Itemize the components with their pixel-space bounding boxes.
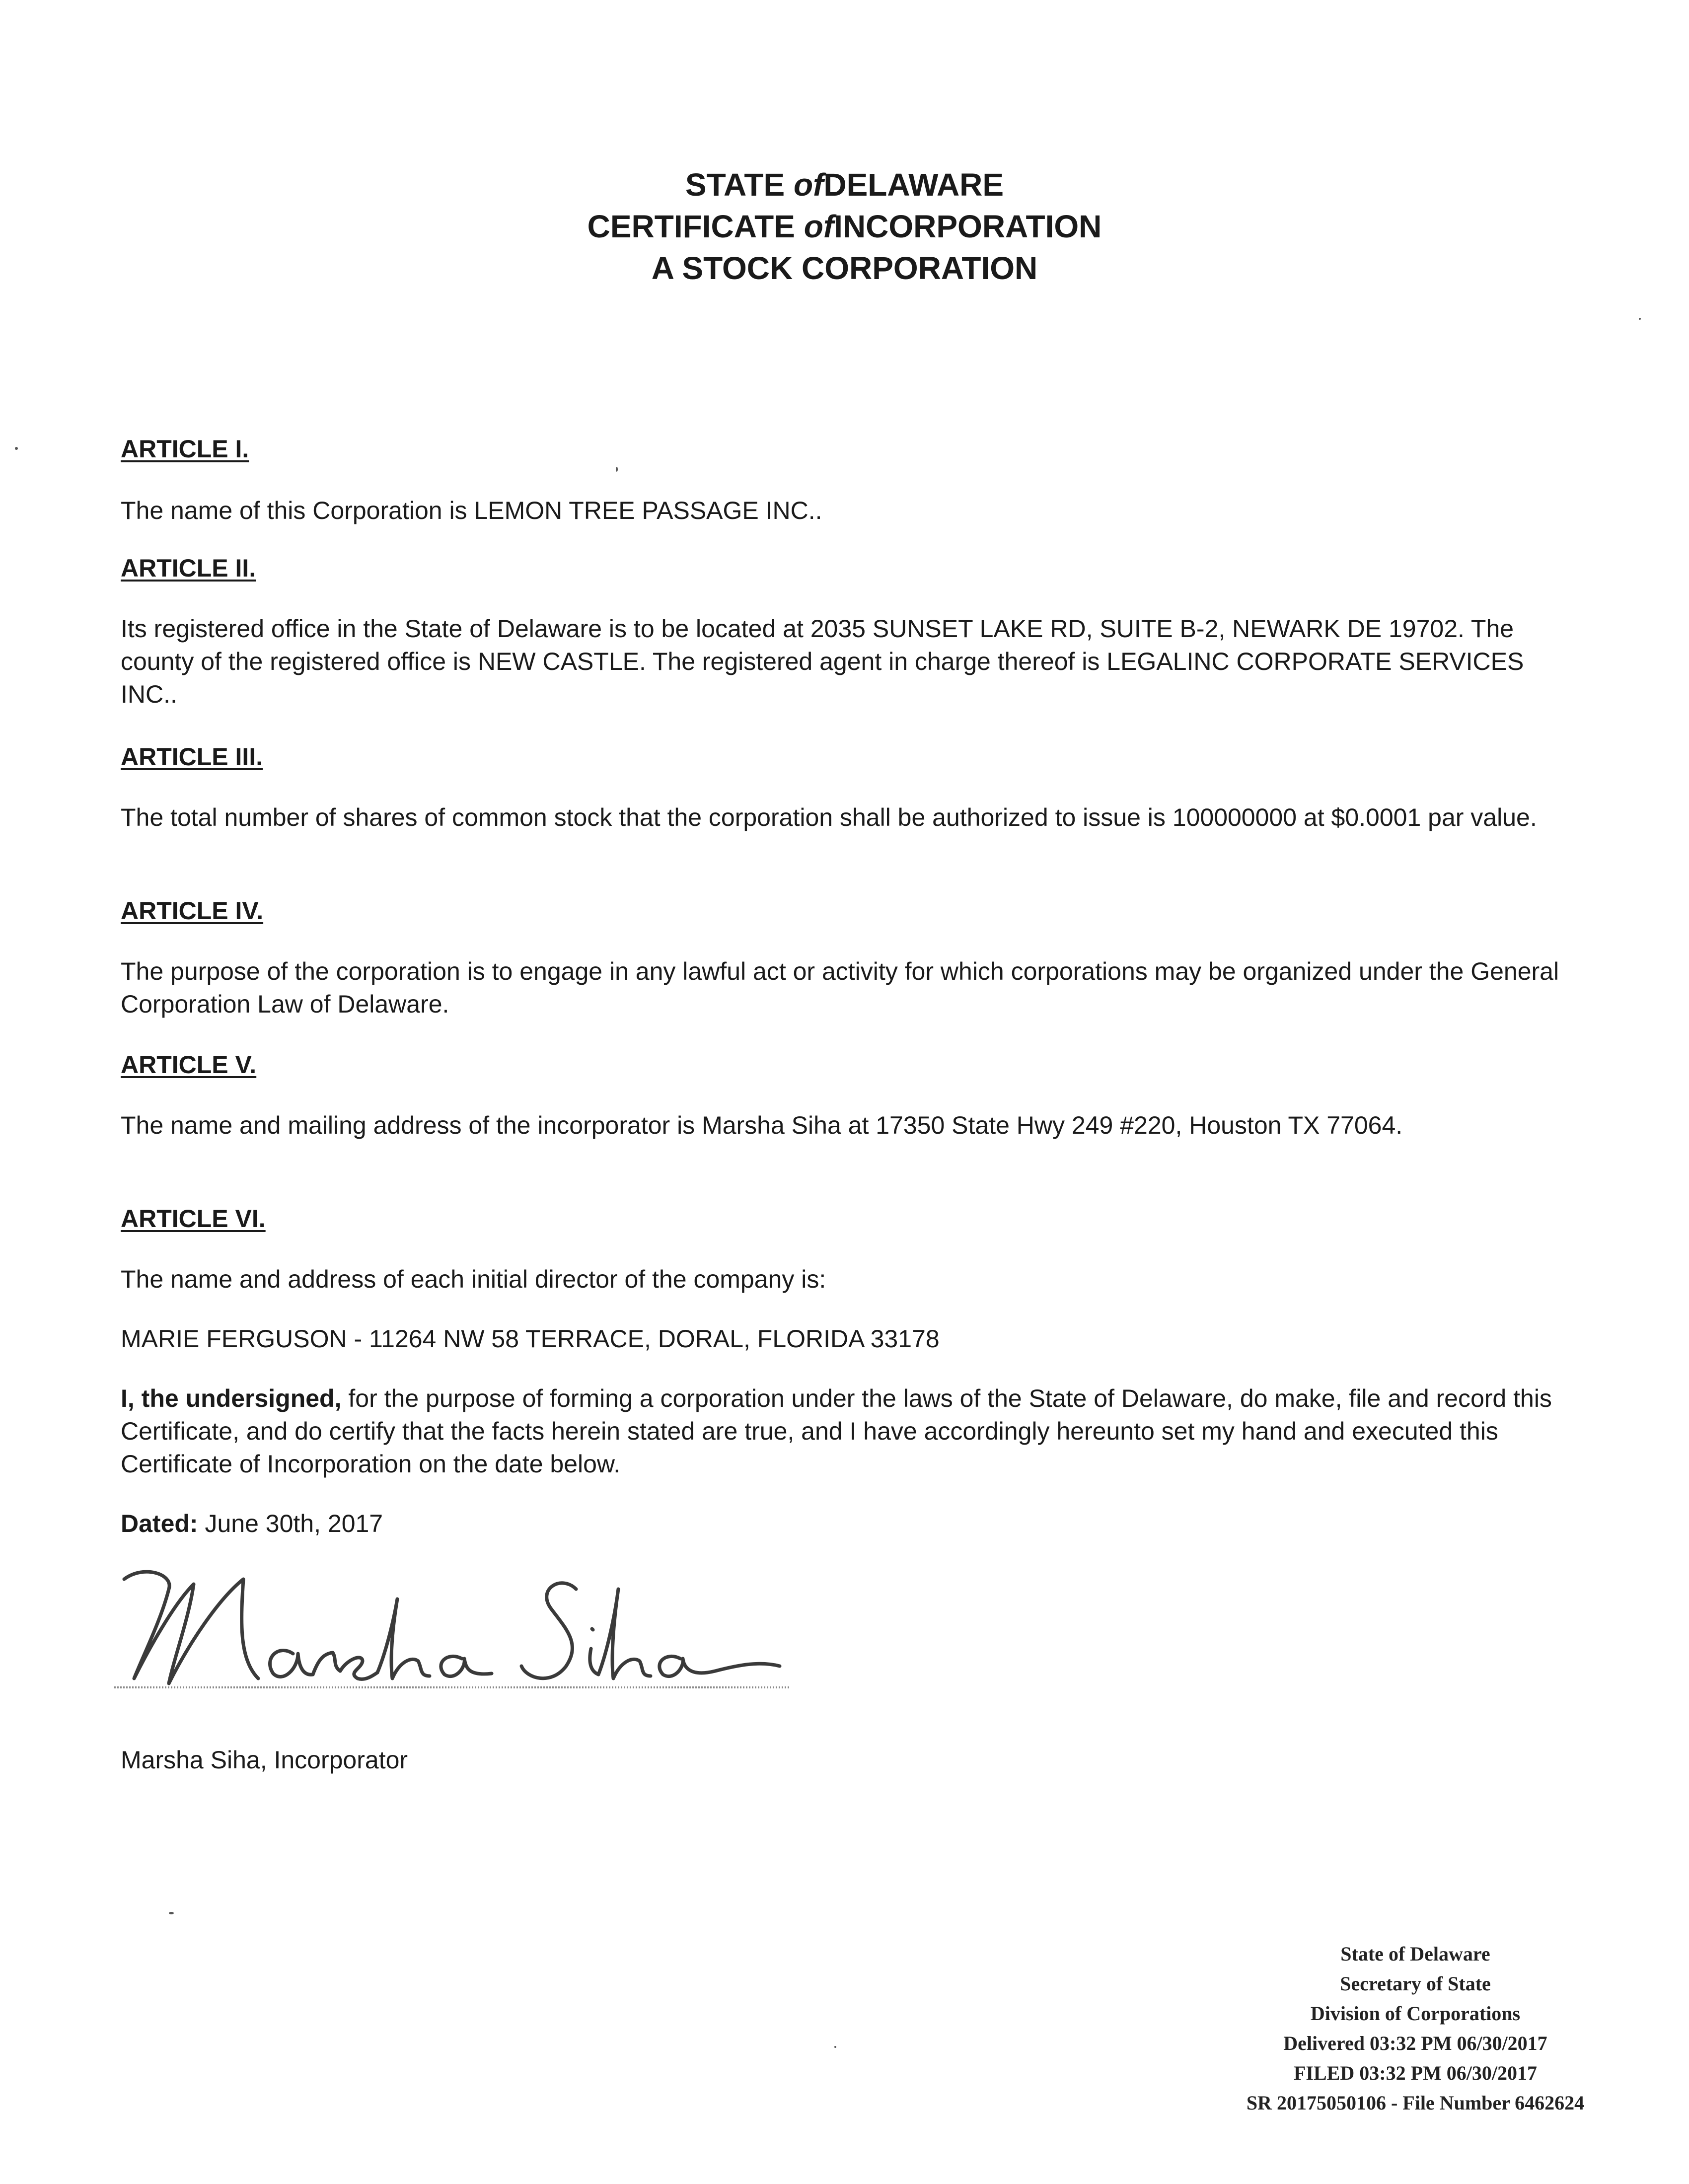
dated-line bbox=[121, 1507, 1571, 1540]
scan-speck bbox=[169, 1912, 174, 1914]
article-3-heading: ARTICLE III. bbox=[121, 743, 263, 771]
dated-value: June 30th, 2017 bbox=[198, 1510, 383, 1537]
article-6-text: The name and address of each initial director of the company is: bbox=[121, 1265, 826, 1293]
article-5-text: The name and mailing address of the incorporator is Marsha Siha at 17350 State Hwy 249 #220, Houston TX 77064. bbox=[121, 1111, 1403, 1139]
certification-body: for the purpose of forming a corporation under the laws of the State of Delaware, do make, file and record this Certificate, and do certify that the facts herein stated are true, and I have accordingly hereunto set my hand and executed this Certificate of Incorporation on the date below. bbox=[121, 1384, 1552, 1478]
stamp-line-5: FILED 03:32 PM 06/30/2017 bbox=[1294, 2062, 1537, 2084]
article-1-heading: ARTICLE I. bbox=[121, 435, 249, 463]
dated-label: Dated: bbox=[121, 1510, 198, 1537]
scan-speck bbox=[834, 2046, 836, 2048]
article-3-text: The total number of shares of common stock that the corporation shall be authorized to issue is 100000000 at $0.0001 par value. bbox=[121, 803, 1537, 831]
signer-name: Marsha Siha, Incorporator bbox=[121, 1746, 408, 1774]
article-4-text: The purpose of the corporation is to engage in any lawful act or activity for which corporations may be organized under the General Corporation Law of Delaware. bbox=[121, 957, 1559, 1018]
article-6-heading: ARTICLE VI. bbox=[121, 1205, 266, 1233]
director-line: MARIE FERGUSON - 11264 NW 58 TERRACE, DORAL, FLORIDA 33178 bbox=[121, 1325, 940, 1353]
stamp-line-2: Secretary of State bbox=[1340, 1972, 1491, 1995]
article-4-heading: ARTICLE IV. bbox=[121, 897, 264, 925]
scan-speck bbox=[616, 467, 618, 472]
title-line-1: STATE ofDELAWARE bbox=[685, 167, 1004, 203]
stamp-line-1: State of Delaware bbox=[1340, 1943, 1490, 1965]
stamp-line-6: SR 20175050106 - File Number 6462624 bbox=[1246, 2092, 1585, 2114]
article-2-heading: ARTICLE II. bbox=[121, 554, 256, 582]
stamp-line-3: Division of Corporations bbox=[1310, 2002, 1521, 2025]
scan-speck bbox=[1639, 318, 1641, 320]
certification-paragraph bbox=[121, 1382, 1571, 1480]
stamp-line-4: Delivered 03:32 PM 06/30/2017 bbox=[1283, 2032, 1547, 2054]
document-title bbox=[0, 164, 1689, 289]
certification-lead: I, the undersigned, bbox=[121, 1384, 342, 1412]
article-1-text: The name of this Corporation is LEMON TREE PASSAGE INC.. bbox=[121, 497, 822, 524]
title-line-3: A STOCK CORPORATION bbox=[651, 250, 1038, 286]
filing-stamp bbox=[1117, 1939, 1689, 2118]
article-5-heading: ARTICLE V. bbox=[121, 1051, 257, 1079]
handwritten-signature bbox=[114, 1559, 790, 1708]
title-line-2: CERTIFICATE ofINCORPORATION bbox=[587, 209, 1102, 244]
scan-speck bbox=[15, 447, 18, 450]
article-2-text: Its registered office in the State of Delaware is to be located at 2035 SUNSET LAKE RD, SUITE B-2, NEWARK DE 19702. The county of the registered office is NEW CASTLE. The registered agent in charge thereof is LEGALINC CORPORATE SERVICES INC.. bbox=[121, 615, 1524, 708]
